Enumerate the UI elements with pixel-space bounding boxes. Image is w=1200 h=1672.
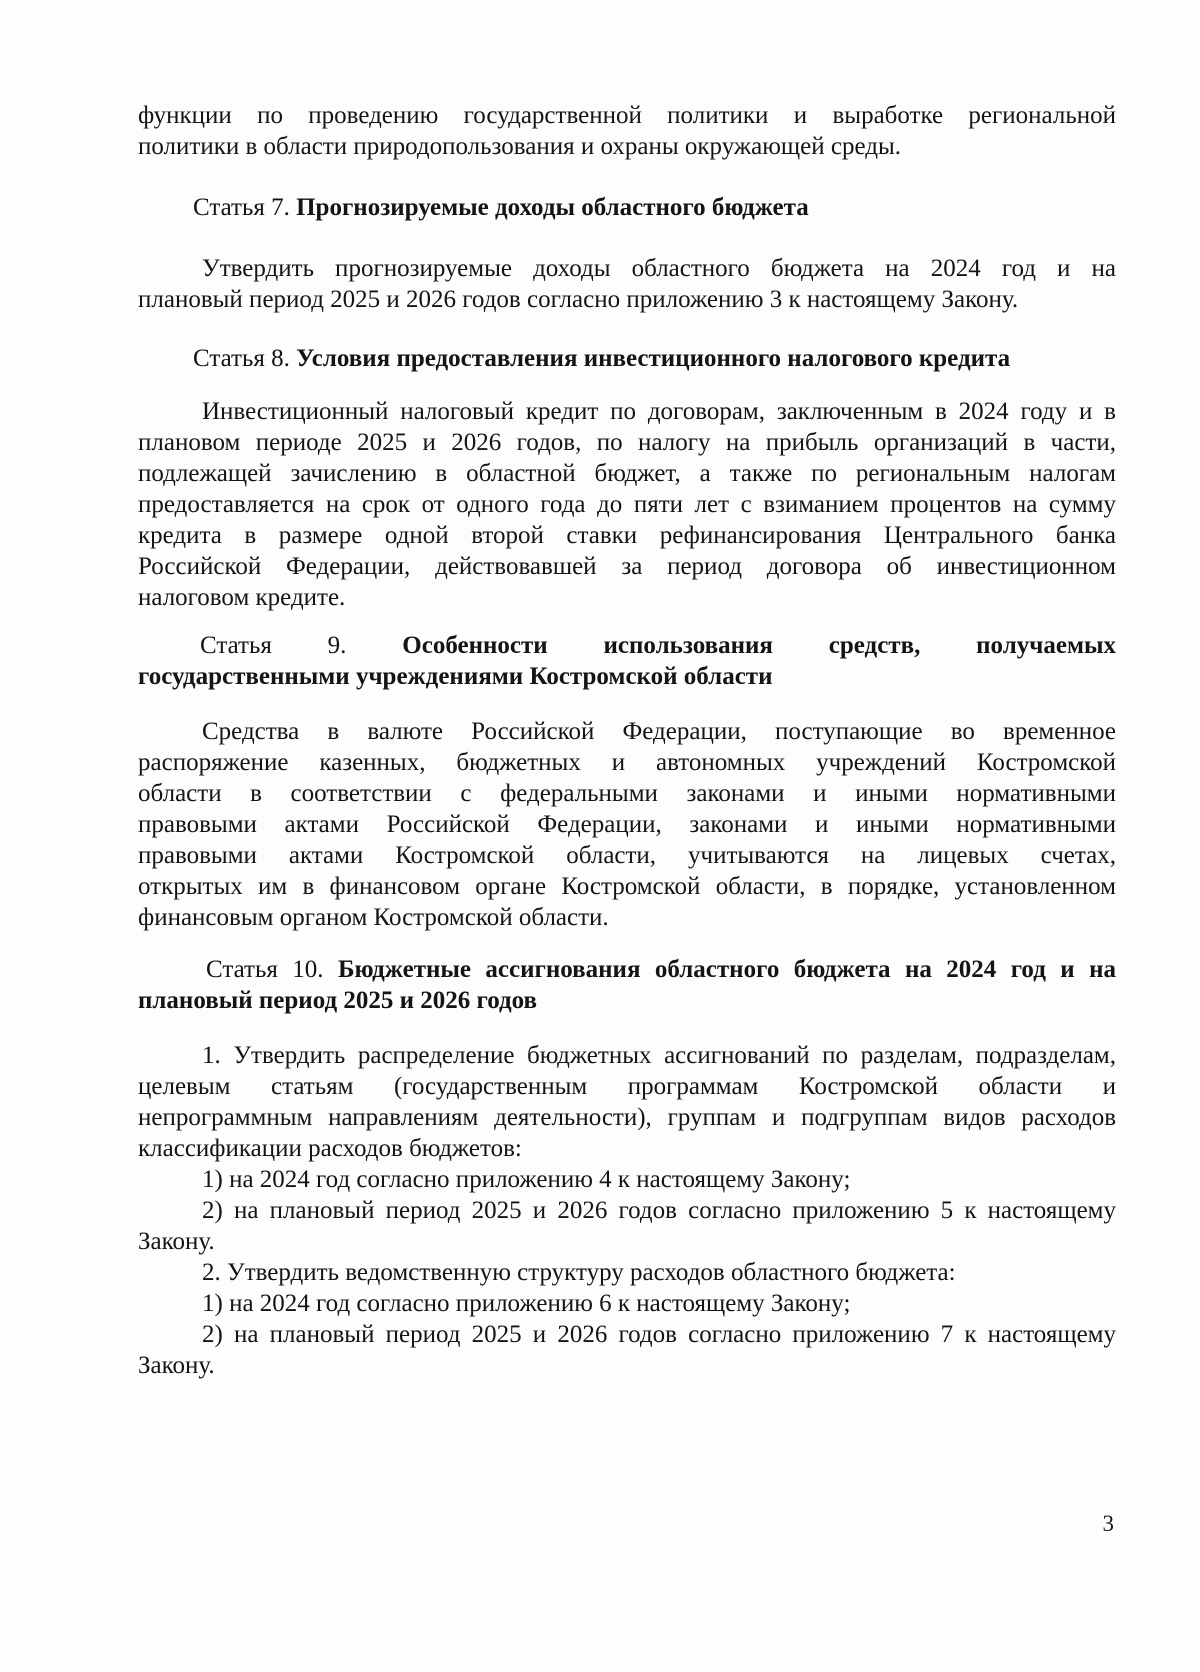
article-8-body-line-7: налоговом кредите. bbox=[138, 584, 346, 611]
article-9-body-line-1: Средства в валюте Российской Федерации, поступающие во временное bbox=[202, 718, 1116, 745]
article-8-body-line-3: подлежащей зачислению в областной бюджет, а также по региональным налогам bbox=[138, 460, 1116, 487]
article-9-title-line-1: Особенности использования средств, получаемых bbox=[402, 632, 1117, 659]
article-9-body-line-6: открытых им в финансовом органе Костромской области, в порядке, установленном bbox=[138, 873, 1116, 900]
article-9-body-line-4: правовыми актами Российской Федерации, законами и иными нормативными bbox=[138, 811, 1116, 838]
article-9-heading-line-1 bbox=[138, 630, 1116, 661]
page-number: 3 bbox=[1102, 1511, 1114, 1536]
article-8-body-line-2: плановом периоде 2025 и 2026 годов, по налогу на прибыль организаций в части, bbox=[138, 429, 1116, 456]
article-7-title: Прогнозируемые доходы областного бюджета bbox=[296, 194, 809, 221]
article-10-p1-line-1: 1. Утвердить распределение бюджетных ассигнований по разделам, подразделам, bbox=[202, 1042, 1116, 1069]
article-10-p1-item-2-line-1: 2) на плановый период 2025 и 2026 годов согласно приложению 5 к настоящему bbox=[202, 1197, 1116, 1224]
article-9-body-line-3: области в соответствии с федеральными законами и иными нормативными bbox=[138, 780, 1116, 807]
article-8-heading bbox=[193, 343, 1113, 374]
article-10-title-line-2: плановый период 2025 и 2026 годов bbox=[138, 987, 538, 1014]
article-9-heading bbox=[138, 630, 1116, 692]
article-9-lead: Статья 9. bbox=[200, 632, 347, 659]
article-9-body-line-7: финансовым органом Костромской области. bbox=[138, 904, 609, 931]
article-7-body-line-1: Утвердить прогнозируемые доходы областного бюджета на 2024 год и на bbox=[202, 255, 1116, 282]
article-9-title-line-2: государственными учреждениями Костромской области bbox=[138, 663, 773, 690]
article-10-p2: 2. Утвердить ведомственную структуру расходов областного бюджета: bbox=[202, 1259, 956, 1286]
article-10-heading bbox=[138, 954, 1116, 1016]
article-10-title-line-1: Бюджетные ассигнования областного бюджета на 2024 год и на bbox=[337, 956, 1116, 983]
article-9-body bbox=[138, 716, 1116, 933]
article-8-body bbox=[138, 396, 1116, 613]
intro-line-1: функции по проведению государственной политики и выработке региональной bbox=[138, 102, 1116, 129]
article-8-body-line-4: предоставляется на срок от одного года до пяти лет с взиманием процентов на сумму bbox=[138, 491, 1116, 518]
article-8-body-line-1: Инвестиционный налоговый кредит по договорам, заключенным в 2024 году и в bbox=[202, 398, 1116, 425]
article-10-p2-item-2-line-2: Закону. bbox=[138, 1352, 215, 1379]
article-8-body-line-5: кредита в размере одной второй ставки рефинансирования Центрального банка bbox=[138, 522, 1116, 549]
article-7-body bbox=[138, 253, 1116, 315]
article-9-body-line-2: распоряжение казенных, бюджетных и автономных учреждений Костромской bbox=[138, 749, 1116, 776]
article-7-body-line-2: плановый период 2025 и 2026 годов согласно приложению 3 к настоящему Закону. bbox=[138, 286, 1019, 313]
intro-line-2: политики в области природопользования и охраны окружающей среды. bbox=[138, 133, 902, 160]
article-10-heading-line-1 bbox=[138, 954, 1116, 985]
article-10-lead: Статья 10. bbox=[206, 956, 324, 983]
article-10-p2-item-2-line-1: 2) на плановый период 2025 и 2026 годов согласно приложению 7 к настоящему bbox=[202, 1321, 1116, 1348]
article-10-p1-line-4: классификации расходов бюджетов: bbox=[138, 1135, 522, 1162]
article-8-body-line-6: Российской Федерации, действовавшей за период договора об инвестиционном bbox=[138, 553, 1116, 580]
intro-paragraph bbox=[138, 100, 1116, 162]
article-8-lead: Статья 8. bbox=[193, 345, 290, 372]
article-10-p1-line-2: целевым статьям (государственным программам Костромской области и bbox=[138, 1073, 1116, 1100]
article-8-title: Условия предоставления инвестиционного налогового кредита bbox=[296, 345, 1011, 372]
article-7-lead: Статья 7. bbox=[193, 194, 290, 221]
article-10-p1-item-2-line-2: Закону. bbox=[138, 1228, 215, 1255]
article-10-p2-item-1: 1) на 2024 год согласно приложению 6 к настоящему Закону; bbox=[202, 1290, 851, 1317]
article-9-body-line-5: правовыми актами Костромской области, учитываются на лицевых счетах, bbox=[138, 842, 1116, 869]
article-10-p1-line-3: непрограммным направлениям деятельности), группам и подгруппам видов расходов bbox=[138, 1104, 1116, 1131]
article-10-p1-item-1: 1) на 2024 год согласно приложению 4 к настоящему Закону; bbox=[202, 1166, 851, 1193]
article-10-body bbox=[138, 1040, 1116, 1381]
article-7-heading bbox=[193, 192, 1113, 223]
